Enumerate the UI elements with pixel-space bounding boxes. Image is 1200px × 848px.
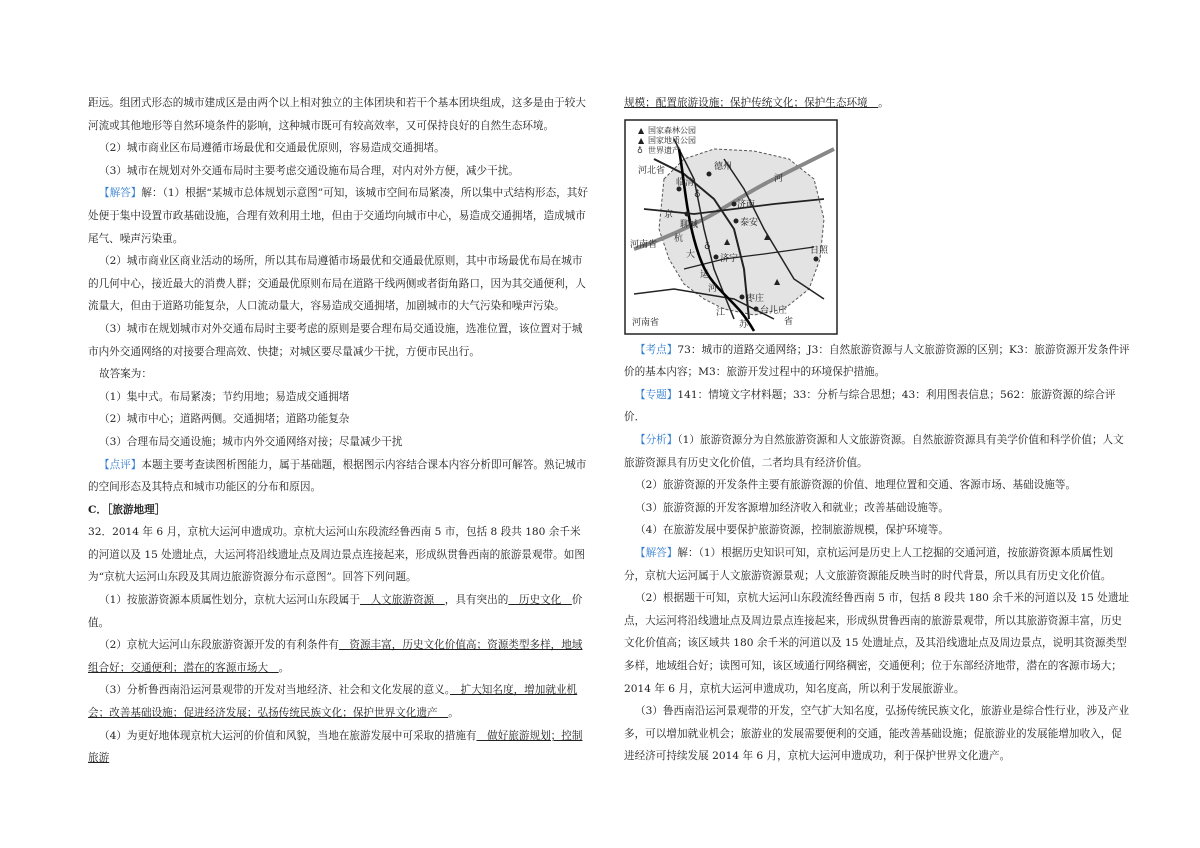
heritage-icon: ♁ — [694, 189, 701, 200]
zhuanti-paragraph — [624, 384, 1130, 429]
section-heading: C．［旅游地理］ — [88, 503, 166, 516]
city-marker — [707, 171, 712, 176]
forest-park-icon: ▲ — [774, 276, 781, 286]
legend-label: 世界遗产 — [648, 145, 680, 155]
heritage-icon: ♁ — [637, 145, 643, 155]
province-label: 苏 — [739, 319, 749, 330]
canal-label: 京 — [664, 209, 674, 220]
province-label: 河南省 — [632, 317, 660, 328]
question-text: ，具有突出的 — [444, 594, 509, 607]
paragraph: （1）集中式。布局紧凑；节约用地；易造成交通拥堵 — [99, 390, 350, 403]
question-part-4-continued — [624, 92, 1130, 115]
city-marker — [714, 254, 719, 259]
answer-blank: 历史文化 — [508, 594, 572, 607]
paragraph: （3）鲁西南沿运河景观带的开发，空气扩大知名度，弘扬传统民族文化，旅游业是综合性行业，涉及产业多，可以增加就业机会；旅游业的发展需要便利的交通，能改善基础设施；促旅游业的发展能增加收入，促进经济可持续发展 2014 年 6 月，京杭大运河申遗成功，利于保护世界文化遗产。 — [624, 705, 1130, 763]
kaodian-text: 73：城市的道路交通网络；J3：自然旅游资源与人文旅游资源的区别；K3：旅游资源开发条件评价的基本内容；M3：旅游开发过程中的环境保护措施。 — [624, 343, 1130, 379]
question-text: （2）京杭大运河山东段旅游资源开发的有利条件有 — [99, 639, 339, 652]
city-label: 济宁 — [720, 253, 739, 264]
province-label: 省 — [784, 316, 794, 327]
question-part-3 — [88, 679, 590, 724]
geo-park-icon: ▲ — [764, 231, 771, 241]
answer-paragraph — [624, 542, 1130, 587]
forest-park-icon: ▲ — [724, 236, 731, 246]
paragraph: （4）在旅游发展中要保护旅游资源，控制旅游规模，保护环境等。 — [635, 524, 949, 537]
comment-text: 本题主要考查读图析图能力，属于基础题，根据图示内容结合课本内容分析即可解答。熟记城市的空间形态及其特点和城市功能区的分布和原因。 — [88, 458, 587, 494]
zhuanti-text: 141：情境文字材料题；33：分析与综合思想；43：利用图表信息；562：旅游资源的综合评价． — [624, 388, 1116, 424]
question-part-4 — [88, 725, 590, 770]
paragraph: （2）城市商业区商业活动的场所，所以其布局遵循市场最优和交通最优原则，其中市场最优布局在城市的几何中心，接近最大的消费人群；交通最优原则布局在道路干线两侧或者街角路口，因为其交通便利，人流量大，但由于道路功能复杂，人口流动量大，容易造成交通拥堵，加剧城市的大气污染和噪声污染。 — [88, 255, 586, 313]
paragraph: 故答案为： — [99, 368, 152, 381]
paragraph: （3）旅游资源的开发客源增加经济收入和就业；改善基础设施等。 — [635, 501, 949, 514]
question-part-1 — [88, 589, 590, 634]
canal-tourism-map — [624, 119, 838, 335]
canal-label: 大 — [686, 249, 696, 260]
question-text: （1）按旅游资源本质属性划分，京杭大运河山东段属于 — [99, 594, 360, 607]
city-label: 济南 — [737, 199, 756, 210]
paragraph: （2）旅游资源的开发条件主要有旅游资源的价值、地理位置和交通、客源市场、基础设施等。 — [635, 479, 1077, 492]
question-text: 。 — [278, 661, 290, 674]
city-marker — [732, 201, 737, 206]
geo-park-icon: ▲ — [638, 135, 645, 145]
answer-text: 解：（1）根据“某城市总体规划示意图”可知，该城市空间布局紧凑，所以集中式结构形态，其好处便于集中设置市政基础设施，合理有效利用土地，但由于交通均向城市中心，易造成交通拥堵，造成城市尾气、噪声污染重。 — [88, 187, 588, 245]
province-label: 河北省 — [638, 165, 666, 176]
analysis-paragraph — [624, 429, 1130, 474]
answer-blank: 扩大知名度，增加就业机会；改善基础设施；促进经济发展；弘扬传统民族文化；保护世界文化遗产 — [88, 684, 578, 720]
analysis-text: （1）旅游资源分为自然旅游资源和人文旅游资源。自然旅游资源具有美学价值和科学价值；人文旅游资源具有历史文化价值，二者均具有经济价值。 — [624, 433, 1124, 469]
question-32: 32．2014 年 6 月，京杭大运河申遗成功。京杭大运河山东段流经鲁西南 5 市，包括 8 段共 180 余千米的河道以及 15 处遗址点，大运河将沿线遗址点及周边景点连接起来，形成纵贯鲁西南的旅游景观带。如图为“京杭大运河山东段及其周边旅游资源分布示意图”。回答下列问题。 — [88, 526, 585, 584]
city-label: 聊城 — [680, 219, 699, 230]
comment-paragraph — [88, 454, 590, 499]
analysis-tag: 【分析】 — [635, 433, 678, 446]
answer-text: 解：（1）根据历史知识可知，京杭运河是历史上人工挖掘的交通河道，按旅游资源本质属性划分，京杭大运河属于人文旅游资源景观；人文旅游资源能反映当时的时代背景，所以具有历史文化价值。 — [624, 546, 1114, 582]
city-marker — [814, 256, 819, 261]
canal-label: 运 — [700, 269, 710, 280]
comment-tag: 【点评】 — [99, 458, 142, 471]
province-label: 江 — [716, 307, 726, 318]
paragraph: （3）城市在规划对外交通布局时主要考虑交通设施布局合理，对内对外方便，减少干扰。 — [99, 164, 519, 177]
right-column — [624, 92, 1130, 768]
city-label: 德州 — [714, 161, 733, 172]
city-marker — [740, 294, 745, 299]
canal-label: 杭 — [674, 233, 684, 244]
province-label: 河南省 — [630, 239, 658, 250]
answer-paragraph — [88, 182, 590, 250]
river-label: 河 — [774, 173, 784, 184]
heritage-icon: ♁ — [704, 241, 711, 252]
question-text: 价值。 — [88, 594, 583, 629]
answer-blank: 做好旅游规划；控制旅游 — [88, 729, 583, 765]
paragraph: （2）城市中心；道路两侧。交通拥堵；道路功能复杂 — [99, 413, 350, 426]
paragraph: （2）城市商业区布局遵循市场最优和交通最优原则，容易造成交通拥堵。 — [99, 142, 445, 155]
question-part-2 — [88, 634, 590, 679]
legend-label: 国家森林公园 — [648, 125, 696, 135]
city-label: 日照 — [810, 245, 829, 256]
left-column — [88, 92, 590, 770]
city-label: 枣庄 — [746, 293, 765, 304]
kaodian-paragraph — [624, 339, 1130, 384]
question-text: （4）为更好地体现京杭大运河的价值和风貌，当地在旅游发展中可采取的措施有 — [99, 729, 477, 742]
forest-park-icon: ▲ — [638, 125, 645, 135]
legend-label: 国家地质公园 — [648, 135, 696, 145]
canal-label: 河 — [708, 283, 718, 294]
paragraph: （3）合理布局交通设施；城市内外交通网络对接；尽量减少干扰 — [99, 435, 403, 448]
answer-tag: 【解答】 — [635, 546, 678, 559]
city-label: 泰安 — [740, 217, 759, 228]
paragraph: （3）城市在规划城市对外交通布局时主要考虑的原则是要合理布局交通设施，选准位置，该位置对于城市内外交通网络的对接要合理高效、快捷；对城区要尽量减少干扰，方便市民出行。 — [88, 322, 583, 358]
question-text: 。 — [448, 707, 459, 720]
answer-tag: 【解答】 — [99, 187, 142, 200]
kaodian-tag: 【考点】 — [635, 343, 678, 356]
question-text: 。 — [878, 97, 889, 109]
city-marker — [754, 306, 759, 311]
zhuanti-tag: 【专题】 — [635, 388, 678, 401]
city-label: 台儿庄 — [760, 305, 788, 316]
answer-blank: 人文旅游资源 — [360, 594, 445, 607]
city-marker — [734, 218, 739, 223]
answer-blank: 规模；配置旅游设施；保护传统文化；保护生态环境 — [624, 97, 879, 109]
question-text: （3）分析鲁西南沿运河景观带的开发对当地经济、社会和文化发展的意义。 — [99, 684, 451, 697]
paragraph: 距远。组团式形态的城市建成区是由两个以上相对独立的主体团块和若干个基本团块组成，这多是由于较大河流或其他地形等自然环境条件的影响，这种城市既可有较高效率，又可保持良好的自然生态环境。 — [88, 97, 586, 132]
answer-blank: 资源丰富，历史文化价值高；资源类型多样，地域组合好；交通便利；潜在的客源市场大 — [88, 639, 583, 674]
city-label: 临清 — [676, 177, 695, 188]
paragraph: （2）根据题干可知，京杭大运河山东段流经鲁西南 5 市，包括 8 段共 180 余千米的河道以及 15 处遗址点，大运河将沿线遗址点及周边景点连接起来，形成纵贯鲁西南的旅游景观带，所以其旅游资源丰富，历史文化价值高；该区域共 180 余千米的河道以及 15 处遗址点，及其沿线遗址点及周边景点，说明其资源类型多样，地域组合好；读图可知，该区域通行网络稠密，交通便利；位于东部经济地带，潜在的客源市场大；2014 年 6 月，京杭大运河申遗成功，知名度高，所以利于发展旅游业。 — [624, 592, 1130, 695]
city-marker — [685, 211, 690, 216]
